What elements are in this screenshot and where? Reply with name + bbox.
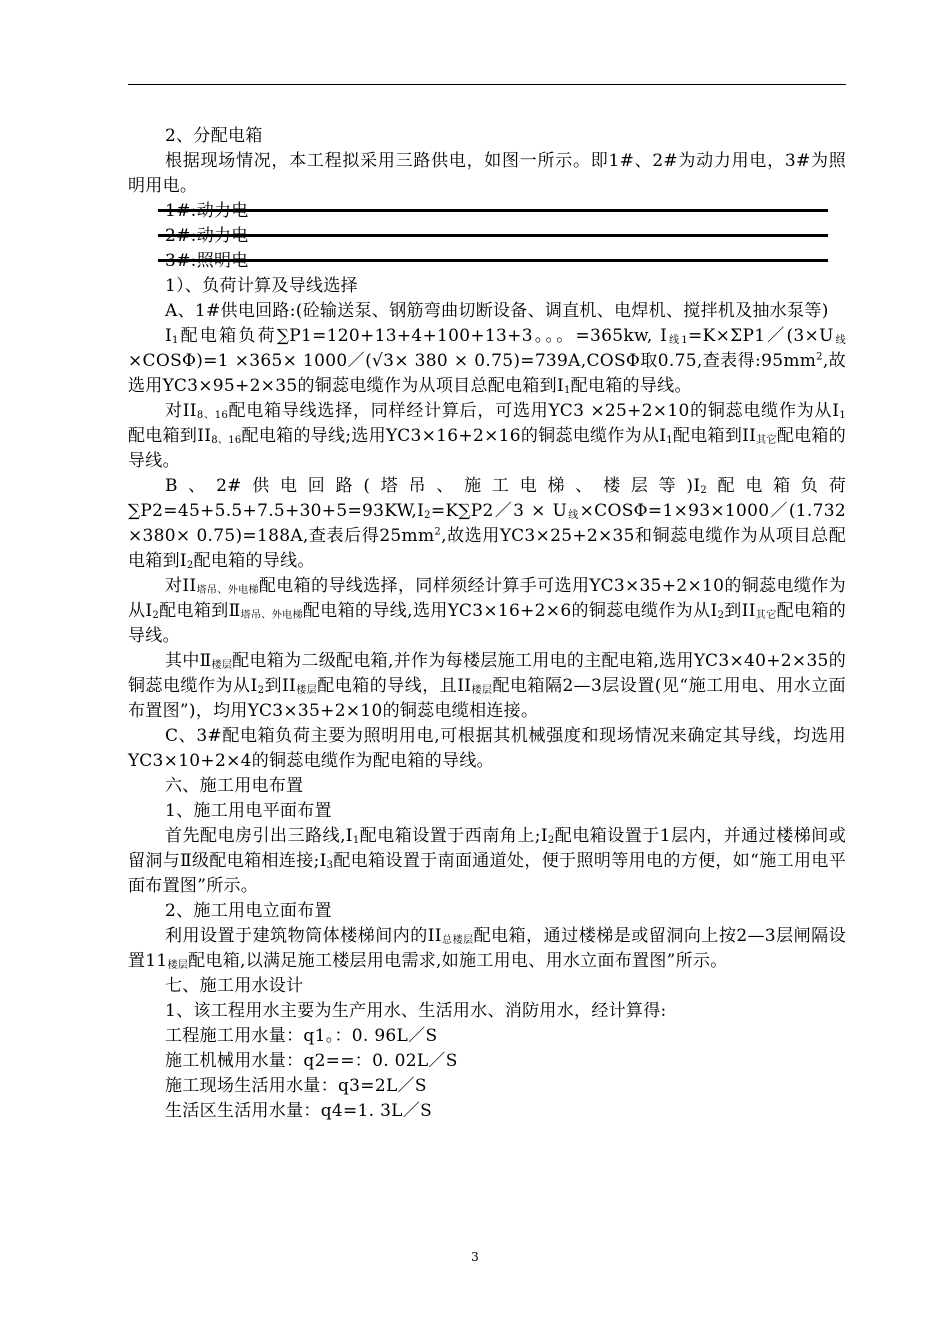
paragraph: 其中$Ⅱ_{楼层}$配电箱为二级配电箱,并作为每楼层施工用电的主配电箱,选用YC3×40+2×35的铜蕊电缆作为从$I_2$到$II_{楼层}$配电箱的导线，且$II_{楼层}$配电箱隔2—3层设置(见“施工用电、用水立面布置图”)，均用YC3×35+2×10的铜蕊电缆相连接。 bbox=[128, 651, 846, 721]
header-rule bbox=[128, 84, 846, 85]
paragraph: 首先配电房引出三路线$,I_1$配电箱设置于西南角上$;I_2$配电箱设置于1层内，并通过楼梯间或留洞与Ⅱ级配电箱相连接$;I_3$配电箱设置于南面通道处，便于照明等用电的方便，如“施工用电平面布置图”所示。 bbox=[128, 826, 847, 896]
section-heading: 2、分配电箱 bbox=[165, 126, 263, 146]
paragraph: 根据现场情况，本工程拟采用三路供电，如图一所示。即1#、2#为动力用电，3#为照明用电。 bbox=[128, 151, 846, 196]
page-number: 3 bbox=[471, 1250, 479, 1264]
struck-line bbox=[128, 249, 846, 274]
paragraph: 对$II_{塔吊、外电梯}$配电箱的导线选择，同样须经计算手可选用YC3×35+2×10的铜蕊电缆作为从$I_2$配电箱到$Ⅱ_{塔吊、外电梯}$配电箱的导线,选用YC3×16+2×6的铜蕊电缆作为从$I_2$到$II_{其它}$配电箱的导线。 bbox=[128, 576, 847, 646]
strikethrough-bar bbox=[158, 259, 828, 262]
struck-line bbox=[128, 224, 846, 249]
paragraph: 对$II_{8、16}$配电箱导线选择，同样经计算后，可选用YC3 ×25+2×10的铜蕊电缆作为从$I_1$配电箱到$II_{8、16}$配电箱的导线;选用YC3×16+2×16的铜蕊电缆作为从$I_1$配电箱到$II_{其它}$配电箱的导线。 bbox=[128, 401, 847, 471]
document-body bbox=[128, 124, 846, 1124]
section-heading: 施工现场生活用水量：q3=2L／S bbox=[165, 1076, 427, 1096]
paragraph: A、1#供电回路:(砼输送泵、钢筋弯曲切断设备、调直机、电焊机、搅拌机及抽水泵等) bbox=[165, 301, 829, 321]
paragraph: 利用设置于建筑物筒体楼梯间内的$II_{总楼层}$配电箱，通过楼梯是或留洞向上按2—3层闸隔设置$11_{楼层}$配电箱,以满足施工楼层用电需求,如施工用电、用水立面布置图”所示。 bbox=[128, 926, 847, 971]
section-heading: 七、施工用水设计 bbox=[165, 976, 304, 996]
section-heading: 1、该工程用水主要为生产用水、生活用水、消防用水，经计算得: bbox=[165, 1001, 667, 1021]
strikethrough-bar bbox=[158, 209, 828, 212]
section-heading: 施工机械用水量：q2==：0. 02L／S bbox=[165, 1051, 458, 1071]
section-heading: 1）、负荷计算及导线选择 bbox=[165, 276, 358, 296]
section-heading: 1、施工用电平面布置 bbox=[165, 801, 332, 821]
paragraph: $I_1$配电箱负荷∑P1=120+13+4+100+13+3。。。=365kw, $I_{线1}=K\times\Sigma P1/(3\times U_线\times COS\Phi)=1 \times 365\times$ 1000／(√3× 380 × 0.75)=739A,COSΦ取0.75,查表得$:95mm^2$,故选用YC3×95+2×35的铜蕊电缆作为从项目总配电箱到$I_1$配电箱的导线。 bbox=[128, 326, 846, 396]
paragraph: C、3#配电箱负荷主要为照明用电,可根据其机械强度和现场情况来确定其导线，均选用YC3×10+2×4的铜蕊电缆作为配电箱的导线。 bbox=[128, 726, 846, 771]
paragraph: B、2#供电回路(塔吊、施工电梯、楼层等)$I_2$配电箱负荷$\sum P2=45+5.5+7.5+30+5=93KW,I_2=K\sum P2/3$ × $U_线\times COS\Phi=1\times 93\times 1000/(1.732 \times 380\times 0.75)=188A$,查表后得$25mm^2$,故选用YC3×25+2×35和铜蕊电缆作为从项目总配电箱到$I_2$配电箱的导线。 bbox=[128, 476, 847, 571]
section-heading: 生活区生活用水量：q4=1. 3L／S bbox=[165, 1101, 433, 1121]
struck-line bbox=[128, 199, 846, 224]
section-heading: 工程施工用水量：q1。：0. 96L／S bbox=[165, 1026, 438, 1046]
section-heading: 2、施工用电立面布置 bbox=[165, 901, 332, 921]
section-heading: 六、施工用电布置 bbox=[165, 776, 304, 796]
strikethrough-bar bbox=[158, 234, 828, 237]
